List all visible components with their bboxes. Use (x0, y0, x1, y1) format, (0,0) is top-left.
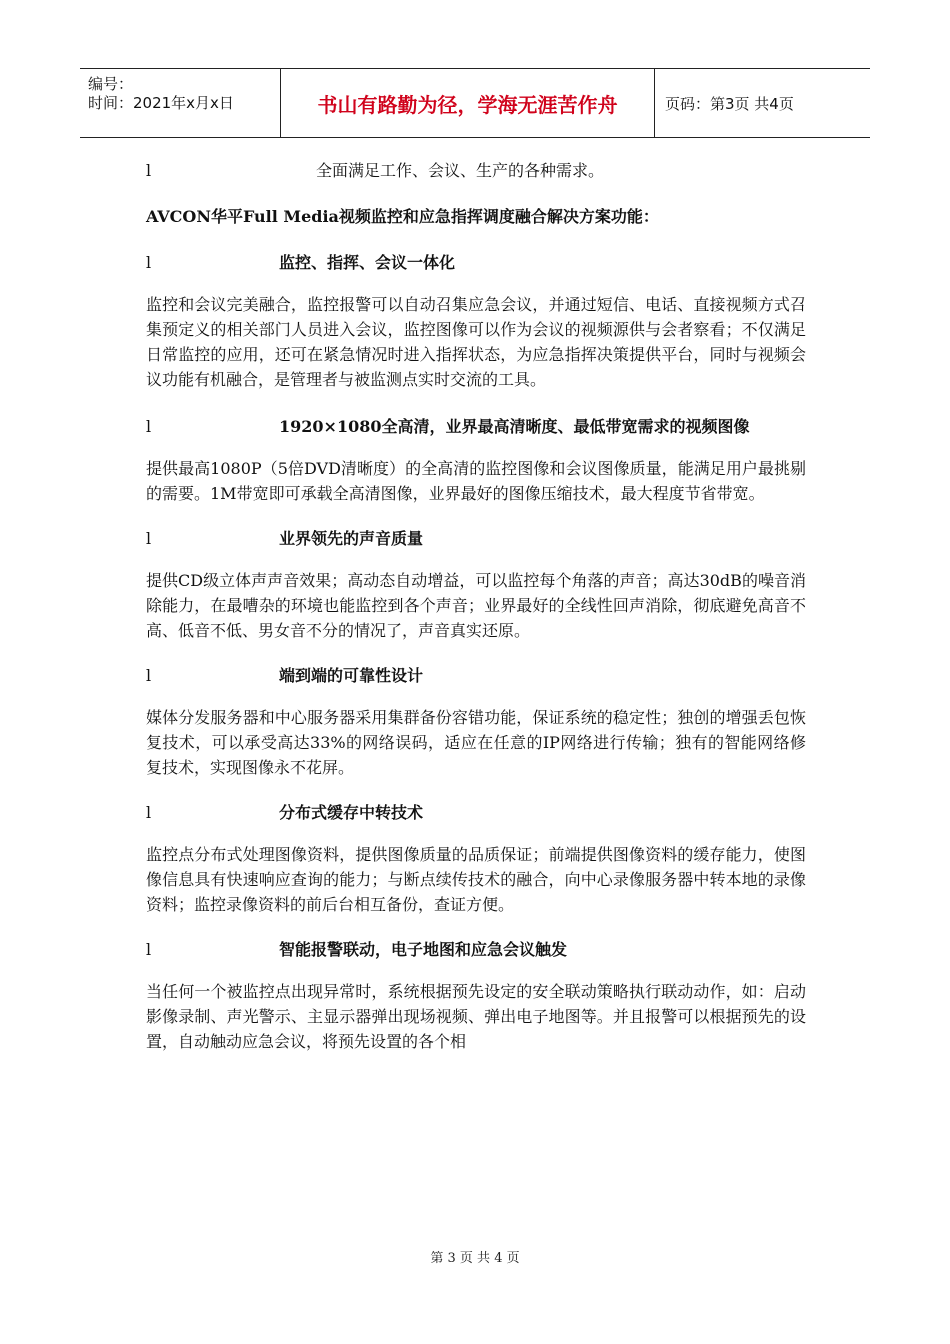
feature-heading: 监控、指挥、会议一体化 (279, 253, 456, 272)
bullet-marker: l (146, 940, 152, 959)
intro-text: 全面满足工作、会议、生产的各种需求。 (316, 161, 605, 180)
bullet-marker: l (146, 417, 152, 436)
header-table (80, 68, 870, 138)
bullet-marker: l (146, 666, 152, 685)
feature-heading-row (146, 800, 806, 826)
motto-text: 书山有路勤为径，学海无涯苦作舟 (317, 92, 618, 117)
feature-heading: 端到端的可靠性设计 (279, 666, 424, 685)
page-footer: 第 3 页 共 4 页 (430, 1251, 520, 1266)
feature-body: 监控点分布式处理图像资料，提供图像质量的品质保证；前端提供图像资料的缓存能力，使图像信息具有快速响应查询的能力；与断点续传技术的融合，向中心录像服务器中转本地的录像资料；监控录像资料的前后台相互备份，查证方便。 (146, 845, 806, 914)
page-info-cell (655, 69, 870, 137)
header-meta-cell (80, 69, 281, 137)
bullet-marker: l (146, 529, 152, 548)
section-title: AVCON华平Full Media视频监控和应急指挥调度融合解决方案功能： (146, 207, 659, 226)
bullet-marker: l (146, 253, 152, 272)
feature-heading-row (146, 414, 806, 440)
bullet-marker: l (146, 161, 152, 180)
feature-body: 提供最高1080P（5倍DVD清晰度）的全高清的监控图像和会议图像质量，能满足用户最挑剔的需要。1M带宽即可承载全高清图像，业界最好的图像压缩技术，最大程度节省带宽。 (146, 459, 806, 503)
bullet-marker: l (146, 803, 152, 822)
intro-line (146, 158, 806, 184)
time-label: 时间：2021年x月x日 (88, 94, 234, 112)
feature-heading: 1920×1080全高清，业界最高清晰度、最低带宽需求的视频图像 (279, 417, 750, 436)
motto-cell (281, 69, 655, 137)
feature-heading: 业界领先的声音质量 (279, 529, 424, 548)
feature-body: 提供CD级立体声声音效果；高动态自动增益，可以监控每个角落的声音；高达30dB的噪音消除能力，在最嘈杂的环境也能监控到各个声音；业界最好的全线性回声消除，彻底避免高音不高、低音不低、男女音不分的情况了，声音真实还原。 (146, 571, 806, 640)
feature-heading-row (146, 663, 806, 689)
feature-body: 当任何一个被监控点出现异常时，系统根据预先设定的安全联动策略执行联动动作，如：启动影像录制、声光警示、主显示器弹出现场视频、弹出电子地图等。并且报警可以根据预先的设置，自动触动应急会议，将预先设置的各个相 (146, 982, 806, 1051)
feature-heading-row (146, 526, 806, 552)
feature-heading: 分布式缓存中转技术 (279, 803, 424, 822)
feature-body: 媒体分发服务器和中心服务器采用集群备份容错功能，保证系统的稳定性；独创的增强丢包恢复技术，可以承受高达33%的网络误码，适应在任意的IP网络进行传输；独有的智能网络修复技术，实现图像永不花屏。 (146, 708, 806, 777)
feature-body: 监控和会议完美融合，监控报警可以自动召集应急会议，并通过短信、电话、直接视频方式召集预定义的相关部门人员进入会议，监控图像可以作为会议的视频源供与会者察看；不仅满足日常监控的应用，还可在紧急情况时进入指挥状态，为应急指挥决策提供平台，同时与视频会议功能有机融合，是管理者与被监测点实时交流的工具。 (146, 295, 806, 389)
feature-heading-row (146, 250, 806, 276)
page-label: 页码：第3页 共4页 (665, 94, 794, 113)
document-body (146, 158, 806, 1054)
feature-heading-row (146, 937, 806, 963)
feature-heading: 智能报警联动，电子地图和应急会议触发 (279, 940, 568, 959)
number-label: 编号： (88, 75, 134, 93)
